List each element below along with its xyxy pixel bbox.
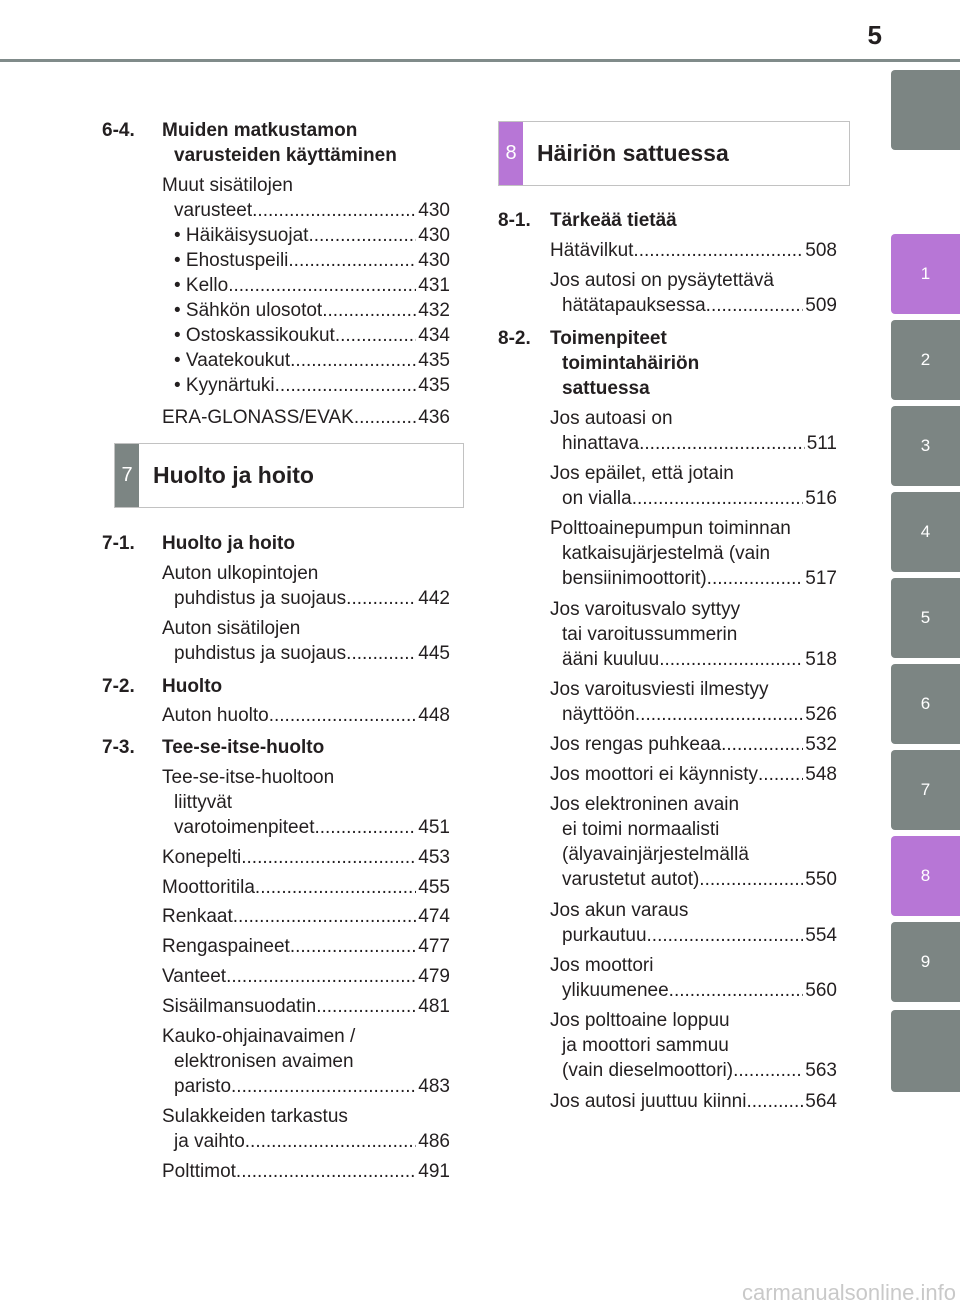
toc-bullet[interactable]: • Ostoskassikoukut ..... 434 — [162, 323, 450, 348]
toc-entry-renkaat[interactable]: Renkaat ..... 474 — [162, 904, 450, 929]
toc-bullet[interactable]: • Sähkön ulosotot ..... 432 — [162, 298, 450, 323]
toc-bullet[interactable]: • Kyynärtuki ..... 435 — [162, 373, 450, 398]
tab-8[interactable]: 8 — [891, 836, 960, 916]
chapter-7-number: 7 — [115, 444, 139, 507]
toc-bullet[interactable]: • Kello ..... 431 — [162, 273, 450, 298]
toc-entry-sisatilat[interactable]: Auton sisätilojen puhdistus ja suojaus ..... 445 — [162, 616, 450, 666]
toc-entry-ulkopinnat[interactable]: Auton ulkopintojen puhdistus ja suojaus ..... 442 — [162, 561, 450, 611]
tab-3[interactable]: 3 — [891, 406, 960, 486]
tab-4[interactable]: 4 — [891, 492, 960, 572]
chapter-8-box[interactable] — [498, 121, 850, 186]
toc-entry-akku[interactable]: Jos akun varaus purkautuu ..... 554 — [550, 898, 837, 948]
toc-entry-sulakkeet[interactable]: Sulakkeiden tarkastus ja vaihto ..... 486 — [162, 1104, 450, 1154]
toc-entry-hinaus[interactable]: Jos autoasi on hinattava ..... 511 — [550, 406, 837, 456]
tab-5[interactable]: 5 — [891, 578, 960, 658]
toc-entry-hatavilkut[interactable]: Hätävilkut ..... 508 — [550, 238, 837, 263]
toc-entry-pysaytys[interactable]: Jos autosi on pysäytettävä hätätapauksessa ..... 509 — [550, 268, 837, 318]
tab-9[interactable]: 9 — [891, 922, 960, 1002]
tab-6[interactable]: 6 — [891, 664, 960, 744]
toc-entry-polttoaine-loppuu[interactable]: Jos polttoaine loppuu ja moottori sammuu (vain dieselmoottori) ..... 563 — [550, 1008, 837, 1083]
tab-blank-bottom[interactable] — [891, 1010, 960, 1092]
toc-bullet[interactable]: • Vaatekoukut ..... 435 — [162, 348, 450, 373]
toc-entry-sisailmansuodatin[interactable]: Sisäilmansuodatin ..... 481 — [162, 994, 450, 1019]
tab-1[interactable]: 1 — [891, 234, 960, 314]
toc-entry-era-glonass[interactable]: ERA-GLONASS/EVAK ..... 436 — [162, 405, 450, 430]
toc-entry-vanteet[interactable]: Vanteet ..... 479 — [162, 964, 450, 989]
tab-2[interactable]: 2 — [891, 320, 960, 400]
chapter-7-title: Huolto ja hoito — [153, 462, 314, 488]
toc-entry-konepelti[interactable]: Konepelti ..... 453 — [162, 845, 450, 870]
toc-entry-elektroninen-avain[interactable]: Jos elektroninen avain ei toimi normaalisti (älyavainjärjestelmällä varustetut autot) ..... 550 — [550, 792, 837, 892]
toc-entry-muut[interactable]: Muut sisätilojen varusteet ..... 430 — [162, 173, 450, 223]
tab-7[interactable]: 7 — [891, 750, 960, 830]
toc-entry-epaily[interactable]: Jos epäilet, että jotain on vialla ..... 516 — [550, 461, 837, 511]
chapter-8-number: 8 — [499, 122, 523, 185]
toc-entry-varoitusvalo[interactable]: Jos varoitusvalo syttyy tai varoitussummerin ääni kuuluu ..... 518 — [550, 597, 837, 672]
top-rule — [0, 59, 960, 62]
toc-entry-juuttuu[interactable]: Jos autosi juuttuu kiinni ..... 564 — [550, 1089, 837, 1114]
chapter-8-title: Häiriön sattuessa — [537, 140, 729, 166]
watermark: carmanualsonline.info — [741, 1280, 956, 1305]
chapter-7-box[interactable] — [114, 443, 464, 508]
toc-entry-tee-se-itse[interactable]: Tee-se-itse-huoltoon liittyvät varotoimenpiteet ..... 451 — [162, 765, 450, 840]
page-number: 5 — [867, 20, 882, 50]
toc-entry-rengaspaineet[interactable]: Rengaspaineet ..... 477 — [162, 934, 450, 959]
toc-entry-polttoainepumppu[interactable]: Polttoainepumpun toiminnan katkaisujärjestelmä (vain bensiinimoottorit) ..... 517 — [550, 516, 837, 591]
toc-entry-kauko-ohjain[interactable]: Kauko-ohjainavaimen / elektronisen avaimen paristo ..... 483 — [162, 1024, 450, 1099]
toc-entry-ylikuumenee[interactable]: Jos moottori ylikuumenee ..... 560 — [550, 953, 837, 1003]
toc-entry-auton-huolto[interactable]: Auton huolto ..... 448 — [162, 703, 450, 728]
toc-bullet[interactable]: • Ehostuspeili ..... 430 — [162, 248, 450, 273]
toc-entry-rengas-puhkeaa[interactable]: Jos rengas puhkeaa ..... 532 — [550, 732, 837, 757]
toc-entry-moottoritila[interactable]: Moottoritila ..... 455 — [162, 875, 450, 900]
toc-bullet-list — [162, 223, 450, 398]
tab-blank-top[interactable] — [891, 70, 960, 150]
toc-entry-polttimot[interactable]: Polttimot ..... 491 — [162, 1159, 450, 1184]
toc-bullet[interactable]: • Häikäisysuojat ..... 430 — [162, 223, 450, 248]
toc-entry-moottori-ei-kaynnisty[interactable]: Jos moottori ei käynnisty ..... 548 — [550, 762, 837, 787]
toc-entry-varoitusviesti[interactable]: Jos varoitusviesti ilmestyy näyttöön ..... 526 — [550, 677, 837, 727]
